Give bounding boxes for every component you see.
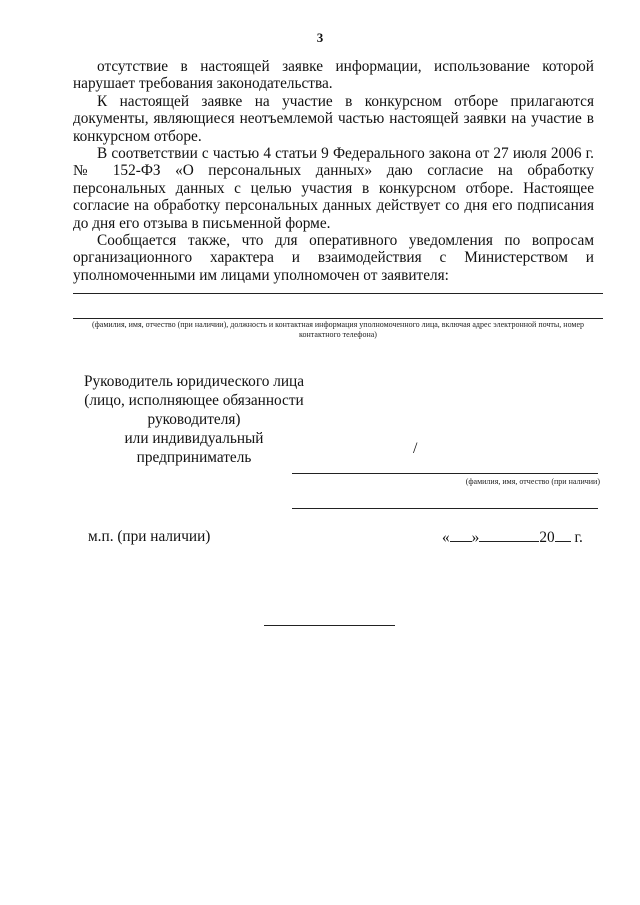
- paragraph-3: В соответствии с частью 4 статьи 9 Федерального закона от 27 июля 2006 г. № 152-ФЗ «О персональных данных» даю согласие на обработку персональных данных с целью участия в конкурсном отборе. Настоящее согласие на обработку персональных данных действует со дня его подписания до дня его отзыва в письменной форме.: [73, 145, 594, 232]
- date-open-quote: «: [442, 529, 450, 546]
- date-year-blank[interactable]: [555, 528, 571, 542]
- signer-title-line-3: руководителя): [147, 411, 241, 428]
- paragraph-1: отсутствие в настоящей заявке информации, использование которой нарушает требования законодательства.: [73, 58, 594, 93]
- footer-rule: [264, 625, 395, 626]
- paragraph-4: Сообщается также, что для оперативного уведомления по вопросам организационного характера и взаимодействия с Министерством и уполномоченными им лицами уполномочен от заявителя:: [73, 232, 594, 284]
- date-year-suffix: г.: [574, 529, 583, 546]
- date-year-prefix: 20: [539, 529, 555, 546]
- paragraph-2: К настоящей заявке на участие в конкурсном отборе прилагаются документы, являющиеся неотъемлемой частью настоящей заявки на участие в конкурсном отборе.: [73, 92, 594, 145]
- signature-block: [80, 372, 308, 467]
- signature-line[interactable]: [292, 473, 598, 474]
- signer-title-line-4: или индивидуальный: [124, 430, 264, 447]
- contact-caption: (фамилия, имя, отчество (при наличии), должность и контактная информация уполномоченного лица, включая адрес электронной почты, номер контактного телефона): [91, 320, 585, 339]
- signature-separator: /: [413, 440, 418, 457]
- page-number: 3: [316, 30, 324, 45]
- signer-title-line-2: (лицо, исполняющее обязанности: [84, 392, 304, 409]
- stamp-label: м.п. (при наличии): [88, 528, 211, 545]
- date-close-quote: »: [471, 529, 480, 546]
- signer-title-line-5: предприниматель: [136, 449, 252, 466]
- contact-line-1[interactable]: [73, 293, 603, 294]
- contact-line-2[interactable]: [73, 318, 603, 319]
- date-day-blank[interactable]: [450, 528, 472, 542]
- body-text: [73, 58, 594, 284]
- date-month-blank[interactable]: [479, 528, 539, 542]
- signer-title-line-1: Руководитель юридического лица: [83, 373, 304, 390]
- signature-line-2[interactable]: [292, 508, 598, 509]
- signer-name-caption: (фамилия, имя, отчество (при наличии): [465, 477, 600, 486]
- date-field: [442, 528, 583, 547]
